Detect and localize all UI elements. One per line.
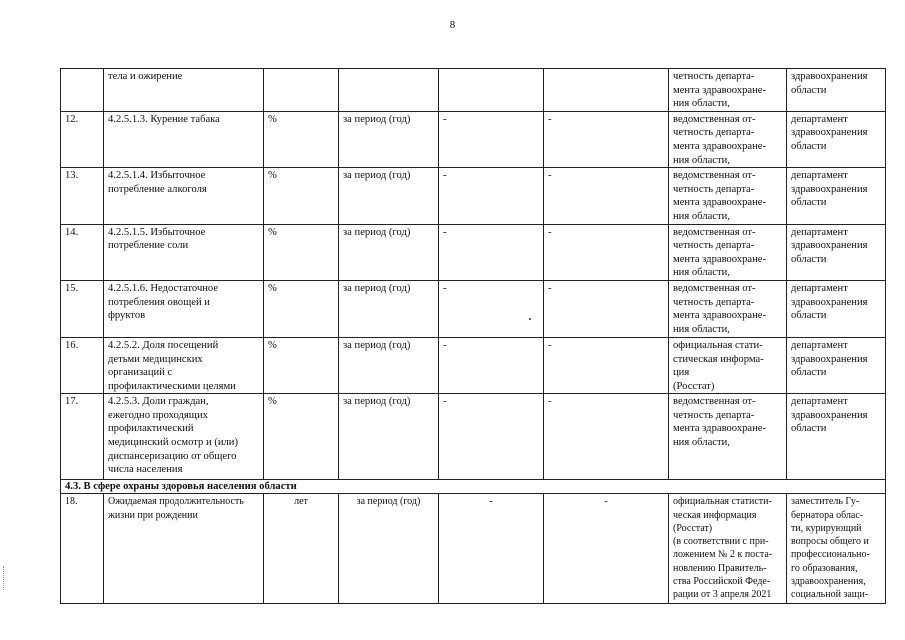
cell-period: за период (год) <box>339 224 439 280</box>
cell-period: за период (год) <box>339 168 439 224</box>
cell-col5: - <box>439 394 544 480</box>
cell-responsible: заместитель Гу- бернатора облас- ти, курирующий вопросы общего и профессионально- го образования, здравоохранения, социальной защи- <box>787 494 886 604</box>
cell-col6: - <box>544 280 669 337</box>
cell-unit <box>264 69 339 112</box>
section-title: 4.3. В сфере охраны здоровья населения области <box>61 480 886 494</box>
cell-responsible: департамент здравоохранения области <box>787 111 886 167</box>
cell-num: 16. <box>61 337 104 393</box>
cell-num: 17. <box>61 394 104 480</box>
cell-period: за период (год) <box>339 394 439 480</box>
cell-period: за период (год) <box>339 337 439 393</box>
cell-unit: лет <box>264 494 339 604</box>
cell-source: четность департа- мента здравоохране- ния области, <box>669 69 787 112</box>
table-row <box>61 337 886 393</box>
cell-responsible: департамент здравоохранения области <box>787 337 886 393</box>
cell-indicator: 4.2.5.1.3. Курение табака <box>104 111 264 167</box>
cell-source: официальная стати- стическая информа- ция (Росстат) <box>669 337 787 393</box>
table-row <box>61 494 886 604</box>
table-row <box>61 111 886 167</box>
cell-num <box>61 69 104 112</box>
cell-source: ведомственная от- четность департа- мента здравоохране- ния области, <box>669 394 787 480</box>
cell-responsible: департамент здравоохранения области <box>787 394 886 480</box>
cell-responsible: департамент здравоохранения области <box>787 280 886 337</box>
cell-source: официальная статисти- ческая информация (Росстат) (в соответствии с при- ложением № 2 к поста- новлению Правитель- ства Российской Феде- рации от 3 апреля 2021 <box>669 494 787 604</box>
table-row <box>61 280 886 337</box>
cell-indicator: Ожидаемая продолжительность жизни при рождении <box>104 494 264 604</box>
cell-indicator: 4.2.5.2. Доля посещений детьми медицинских организаций с профилактическими целями <box>104 337 264 393</box>
cell-indicator: 4.2.5.1.6. Недостаточное потребления овощей и фруктов <box>104 280 264 337</box>
cell-responsible: департамент здравоохранения области <box>787 168 886 224</box>
table-row-continuation <box>61 69 886 112</box>
cell-source: ведомственная от- четность департа- мента здравоохране- ния области, <box>669 168 787 224</box>
cell-num: 12. <box>61 111 104 167</box>
cell-num: 14. <box>61 224 104 280</box>
indicators-table <box>60 68 886 604</box>
cell-col6: - <box>544 111 669 167</box>
cell-unit: % <box>264 111 339 167</box>
cell-unit: % <box>264 280 339 337</box>
scan-edge-mark <box>3 566 5 590</box>
cell-col5 <box>439 69 544 112</box>
cell-col5: - <box>439 337 544 393</box>
cell-source: ведомственная от- четность департа- мента здравоохране- ния области, <box>669 224 787 280</box>
cell-indicator: 4.2.5.1.4. Избыточное потребление алкоголя <box>104 168 264 224</box>
cell-indicator: 4.2.5.1.5. Избыточное потребление соли <box>104 224 264 280</box>
cell-source: ведомственная от- четность департа- мента здравоохране- ния области, <box>669 280 787 337</box>
cell-responsible: здравоохранения области <box>787 69 886 112</box>
cell-unit: % <box>264 224 339 280</box>
cell-indicator: 4.2.5.3. Доли граждан, ежегодно проходящих профилактический медицинский осмотр и (или) диспансеризацию от общего числа населения <box>104 394 264 480</box>
cell-col6: - <box>544 494 669 604</box>
cell-unit: % <box>264 168 339 224</box>
cell-col5: - <box>439 111 544 167</box>
cell-period: за период (год) <box>339 280 439 337</box>
cell-period: за период (год) <box>339 494 439 604</box>
cell-col5: - <box>439 224 544 280</box>
cell-num: 13. <box>61 168 104 224</box>
section-row <box>61 480 886 494</box>
table-row <box>61 394 886 480</box>
cell-col5: - <box>439 280 544 337</box>
cell-period: за период (год) <box>339 111 439 167</box>
cell-indicator: тела и ожирение <box>104 69 264 112</box>
cell-unit: % <box>264 394 339 480</box>
page-number: 8 <box>449 19 456 31</box>
cell-col6: - <box>544 168 669 224</box>
cell-num: 15. <box>61 280 104 337</box>
cell-col6: - <box>544 394 669 480</box>
cell-source: ведомственная от- четность департа- мента здравоохране- ния области, <box>669 111 787 167</box>
scan-speck <box>529 318 531 320</box>
cell-col6: - <box>544 224 669 280</box>
cell-responsible: департамент здравоохранения области <box>787 224 886 280</box>
cell-col6: - <box>544 337 669 393</box>
cell-col5: - <box>439 494 544 604</box>
cell-col6 <box>544 69 669 112</box>
cell-unit: % <box>264 337 339 393</box>
table-row <box>61 168 886 224</box>
table-row <box>61 224 886 280</box>
cell-col5: - <box>439 168 544 224</box>
cell-period <box>339 69 439 112</box>
cell-num: 18. <box>61 494 104 604</box>
